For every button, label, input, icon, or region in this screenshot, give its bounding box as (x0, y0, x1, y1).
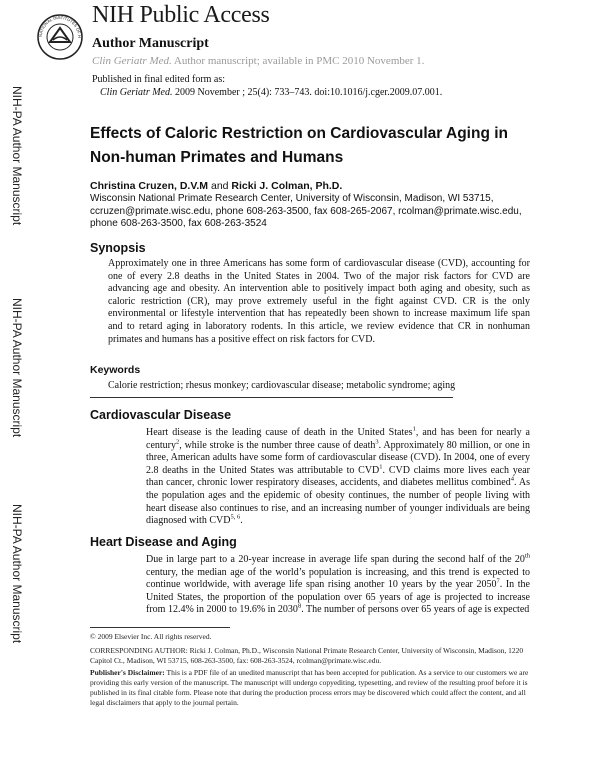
author-1: Christina Cruzen, D.V.M (90, 180, 209, 192)
cvd-text-7: . (240, 515, 243, 527)
disclaimer-label: Publisher's Disclaimer: (90, 668, 165, 677)
published-label: Published in final edited form as: (92, 74, 226, 85)
aging-text-3: . In the United States, the proportion of the population over 65 years of age is projected to increase from 12.4% in 2000 to 19.6% in 2030 (146, 579, 530, 616)
nih-seal-logo (36, 6, 84, 68)
footnote-divider (90, 627, 230, 628)
publication-citation: 2009 November ; 25(4): 733–743. doi:10.1016/j.cger.2009.07.001. (175, 87, 443, 98)
author-line (90, 180, 342, 192)
cvd-text-5: . CVD claims more lives each year than cancer, chronic lower respiratory diseases, accidents, and diabetes mellitus combined (146, 464, 530, 489)
publication-reference (92, 86, 442, 99)
citation-superscript: 1 (379, 463, 383, 471)
disclaimer-text: This is a PDF file of an unedited manuscript that has been accepted for publication. As a service to our customers we are providing this early version of the manuscript. The manuscript will undergo copyediting, typesetting, and review of the resulting proof before it is published in its final citable form. Please note that during the production process errors may be discovered which could affect the content, and all legal disclaimers that apply to the journal pertain. (90, 668, 529, 707)
keywords-divider (90, 397, 453, 398)
section-cvd-text (146, 427, 530, 528)
author-conjunction: and (208, 180, 232, 192)
cvd-text-2: , and has been for nearly a century (146, 427, 530, 451)
copyright-note: © 2009 Elsevier Inc. All rights reserved. (90, 632, 212, 641)
author-2: Ricki J. Colman, Ph.D. (231, 180, 343, 192)
aging-text-2: century, the median age of the world’s population is increasing, and this trend is expected to continue worldwide, with average life span rising another 10 years by the year 2050 (146, 566, 530, 591)
citation-superscript: 7 (496, 577, 500, 585)
citation-superscript: 2 (176, 438, 180, 446)
footnotes (90, 632, 530, 708)
publication-info (92, 73, 442, 99)
corresponding-author-note: CORRESPONDING AUTHOR: Ricki J. Colman, Ph.D., Wisconsin National Primate Research Center, University of Wisconsin, Madison, 1220 Capitol Ct., Madison, WI 53715, 608-263-3500, fax: 608-263-3524, rcolman@primate.wisc.edu. (90, 646, 524, 665)
availability-text: Author manuscript; available in PMC 2010 November 1. (173, 55, 425, 67)
author-manuscript-label: Author Manuscript (92, 36, 209, 51)
availability-line (92, 55, 424, 67)
keywords-text: Calorie restriction; rhesus monkey; cardiovascular disease; metabolic syndrome; aging (108, 380, 456, 391)
cvd-text-6: . As the population ages and the epidemic of obesity continues, the number of people living with heart disease also continues to rise, and an increasing number of younger individuals are being diagnosed with CVD (146, 477, 530, 527)
seal-text: NATIONAL INSTITUTES OF H (37, 14, 83, 39)
citation-superscript: 8 (297, 603, 302, 611)
journal-abbrev: Clin Geriatr Med. (92, 55, 172, 67)
section-cvd-heading: Cardiovascular Disease (90, 408, 232, 422)
publisher-disclaimer (90, 668, 530, 708)
citation-superscript: 1 (412, 425, 416, 433)
article-title: Effects of Caloric Restriction on Cardiovascular Aging in Non-human Primates and Humans (90, 125, 509, 166)
cvd-text-4: . Approximately 80 million, or one in three, American adults have some form of cardiovascular disease (CVD). In 2004, one of every 2.8 deaths in the United States was attributable to CVD (146, 439, 530, 476)
section-aging-text (146, 554, 530, 617)
keywords-heading: Keywords (90, 364, 141, 376)
citation-superscript: 3 (375, 438, 379, 446)
sidebar-label-2: NIH-PA Author Manuscript (10, 298, 24, 438)
publication-journal: Clin Geriatr Med. (100, 87, 173, 98)
section-aging-heading: Heart Disease and Aging (90, 535, 237, 549)
synopsis-text: Approximately one in three Americans has some form of cardiovascular disease (CVD), accounting for one of every 2.8 deaths in the United States in 2004. Two of the major risk factors for CVD are advancing age and obesity. An intervention able to positively impact both aging and obesity, such as caloric restriction (CR), may prove extremely useful in the fight against CVD. CR is the only environmental or lifestyle intervention that has repeatedly been shown to increase maximum life span and to retard aging in laboratory rodents. In this article, we review evidence that CR in nonhuman primates and humans has a positive effect on risk factors for CVD. (108, 258, 530, 345)
citation-superscript: 5, 6 (230, 513, 241, 521)
sidebar-label-3: NIH-PA Author Manuscript (10, 504, 24, 644)
cvd-text-1: Heart disease is the leading cause of death in the United States (146, 427, 413, 438)
citation-superscript: th (524, 552, 530, 560)
synopsis-heading: Synopsis (90, 241, 146, 255)
aging-text-1: Due in large part to a 20-year increase in average life span during the second half of the 20 (146, 554, 525, 565)
aging-text-4: . The number of persons over 65 years of age is expected (301, 604, 530, 616)
cvd-text-3: , while stroke is the number three cause of death (179, 439, 376, 451)
nih-public-access-title: NIH Public Access (92, 2, 270, 28)
affiliation: Wisconsin National Primate Research Center, University of Wisconsin, Madison, WI 53715, ccruzen@primate.wisc.edu, phone 608-263-3500, fax 608-265-2067, rcolman@primate.wisc.edu, phone 608-263-3500, fax 608-263-3524 (90, 193, 522, 229)
sidebar-label-1: NIH-PA Author Manuscript (10, 86, 24, 226)
citation-superscript: 4 (510, 476, 514, 484)
